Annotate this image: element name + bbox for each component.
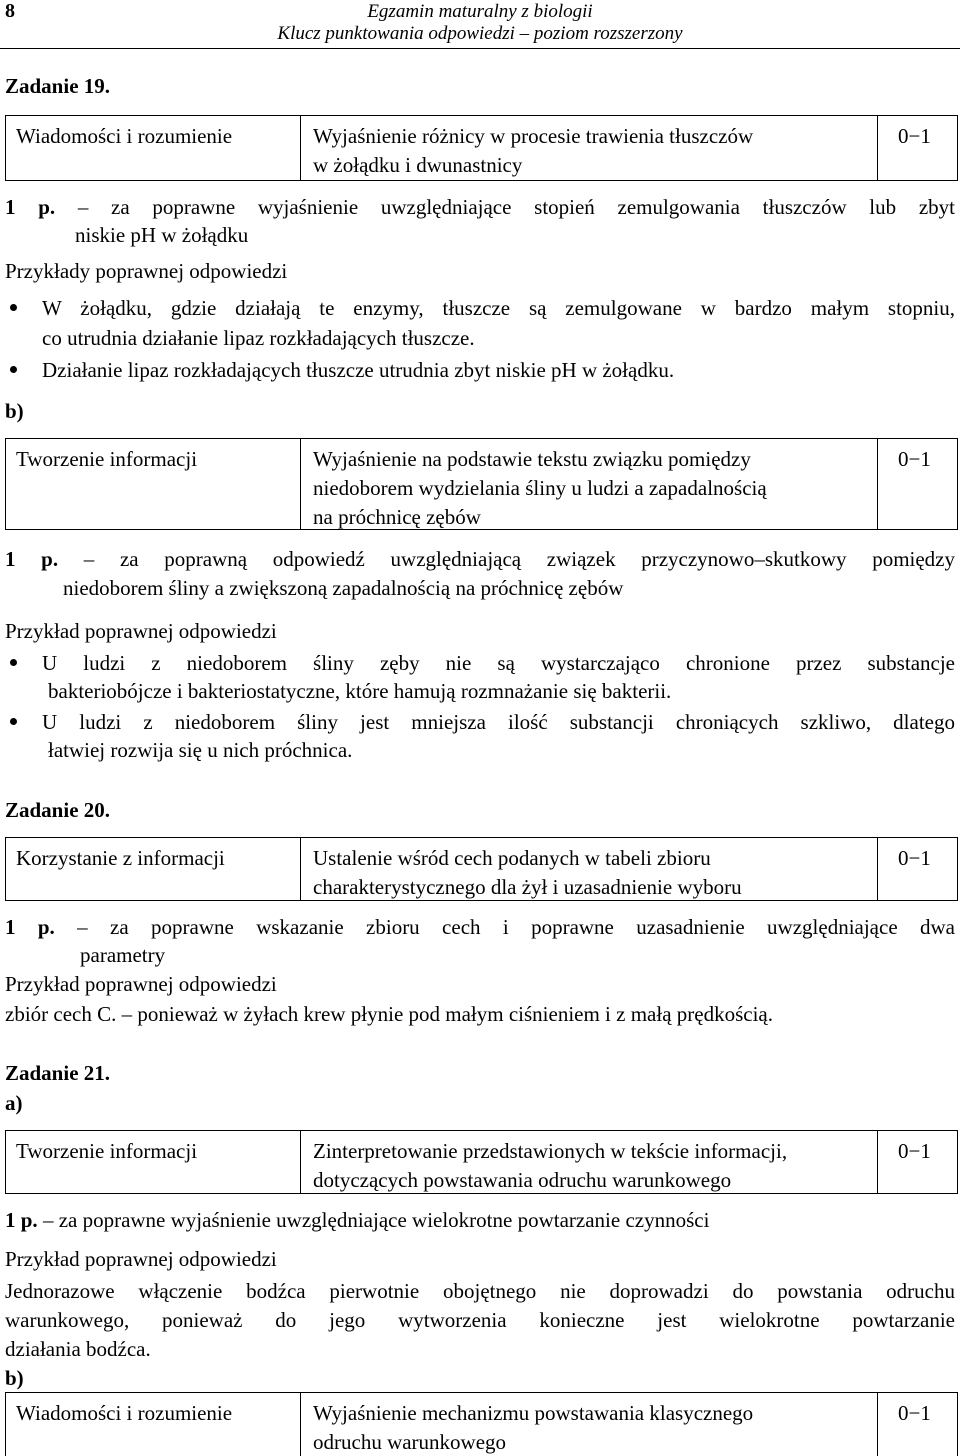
table-description: Wyjaśnienie na podstawie tekstu związku pomiędzy niedoborem wydzielania śliny u ludzi a zapadalnością na próchnicę zębów [301,439,878,529]
page-number: 8 [5,0,15,22]
table-points: 0−1 [898,124,931,148]
task-19-example-b1-cont: bakteriobójcze i bakteriostatyczne, które hamują rozmnażanie się bakterii. [48,679,672,703]
task-19-example-label-b: Przykład poprawnej odpowiedzi [5,619,277,643]
table-category: Wiadomości i rozumienie [6,116,301,180]
task-19-table-a [5,115,958,181]
bullet-icon [10,718,17,725]
task-21-part-a: a) [5,1091,23,1115]
table-points: 0−1 [898,1139,931,1163]
task-19-examples-label: Przykłady poprawnej odpowiedzi [5,259,288,283]
bullet-icon [10,659,17,666]
task-21-example-cont: warunkowego, ponieważ do jego wytworzenia konieczne jest wielokrotne powtarzanie [5,1308,955,1332]
task-21-part-b: b) [5,1366,24,1390]
task-21-example-end: działania bodźca. [5,1337,151,1361]
task-21-score: 1 p. – za poprawne wyjaśnienie uwzględniające wielokrotne powtarzanie czynności [5,1208,710,1232]
table-points: 0−1 [898,447,931,471]
task-19-example-1-cont: co utrudnia działanie lipaz rozkładających tłuszcze. [42,326,475,350]
task-20-score: 1 p. – za poprawne wskazanie zbioru cech i poprawne uzasadnienie uwzględniające dwa [5,915,955,939]
table-category: Korzystanie z informacji [6,838,301,900]
table-points: 0−1 [898,1401,931,1425]
table-category: Tworzenie informacji [6,1131,301,1193]
task-19-example-b1: U ludzi z niedoborem śliny zęby nie są wystarczająco chronione przez substancje [42,651,955,675]
table-category: Wiadomości i rozumienie [6,1393,301,1456]
task-19-score-b: 1 p. – za poprawną odpowiedź uwzględniającą związek przyczynowo–skutkowy pomiędzy [5,547,956,571]
task-19-score-a: 1 p. – za poprawne wyjaśnienie uwzględniające stopień zemulgowania tłuszczów lub zbyt [5,195,955,219]
task-21-table-a [5,1130,958,1194]
task-20-table [5,837,958,901]
bullet-icon [10,366,17,373]
task-21-example-label: Przykład poprawnej odpowiedzi [5,1247,277,1271]
task-21-example: Jednorazowe włączenie bodźca pierwotnie obojętnego nie doprowadzi do powstania odruchu [5,1279,955,1303]
task-20-score-cont: parametry [80,943,166,967]
table-description: Ustalenie wśród cech podanych w tabeli zbioru charakterystycznego dla żył i uzasadnienie wyboru [301,838,878,900]
task-19-example-b2: U ludzi z niedoborem śliny jest mniejsza ilość substancji chroniących szkliwo, dlatego [42,710,955,734]
task-19-example-b2-cont: łatwiej rozwija się u nich próchnica. [48,738,353,762]
header-subtitle: Klucz punktowania odpowiedzi – poziom rozszerzony [277,23,683,44]
task-20-example-label: Przykład poprawnej odpowiedzi [5,972,277,996]
bullet-icon [10,304,17,311]
task-21-title: Zadanie 21. [5,1061,111,1085]
task-19-score-a-cont: niskie pH w żołądku [75,223,249,247]
table-category: Tworzenie informacji [6,439,301,529]
task-19-example-2: Działanie lipaz rozkładających tłuszcze utrudnia zbyt niskie pH w żołądku. [42,358,675,382]
task-19-table-b [5,438,958,530]
header-title: Egzamin maturalny z biologii [367,1,593,22]
table-description: Zinterpretowanie przedstawionych w tekście informacji, dotyczących powstawania odruchu warunkowego [301,1131,878,1193]
table-description: Wyjaśnienie mechanizmu powstawania klasycznego odruchu warunkowego [301,1393,878,1456]
header-rule [0,48,960,49]
table-description: Wyjaśnienie różnicy w procesie trawienia tłuszczów w żołądku i dwunastnicy [301,116,878,180]
task-19-example-1: W żołądku, gdzie działają te enzymy, tłuszcze są zemulgowane w bardzo małym stopniu, [42,296,955,320]
task-21-table-b [5,1392,958,1456]
task-19-title: Zadanie 19. [5,74,111,98]
task-20-title: Zadanie 20. [5,798,111,822]
table-points: 0−1 [898,846,931,870]
task-19-score-b-cont: niedoborem śliny a zwiększoną zapadalnością na próchnicę zębów [63,576,624,600]
task-19-part-b: b) [5,399,24,423]
task-20-example: zbiór cech C. – ponieważ w żyłach krew płynie pod małym ciśnieniem i z małą prędkością. [5,1002,773,1026]
